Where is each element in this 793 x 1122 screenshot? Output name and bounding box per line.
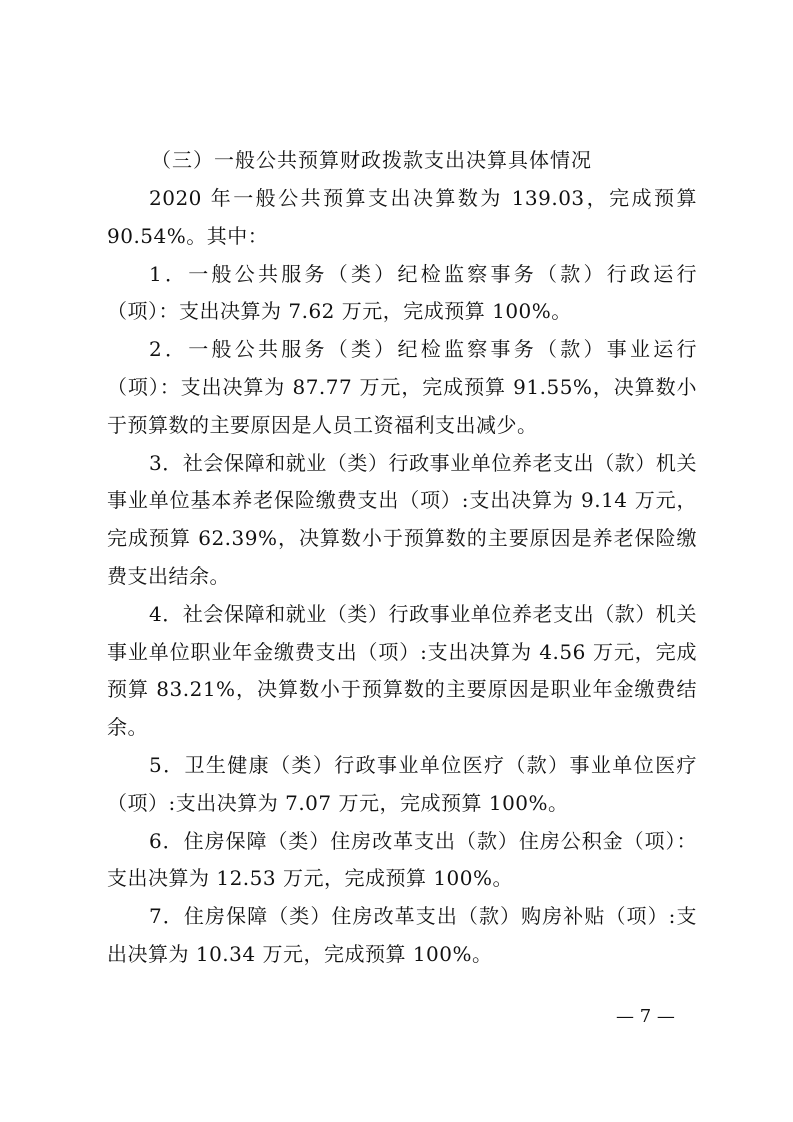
- section-heading: （三）一般公共预算财政拨款支出决算具体情况: [151, 148, 592, 172]
- list-item: 2．一般公共服务（类）纪检监察事务（款）事业运行（项）：支出决算为 87.77 万元，完成预算 91.55%，决算数小于预算数的主要原因是人员工资福利支出减少。: [107, 337, 697, 437]
- intro-paragraph: 2020 年一般公共预算支出决算数为 139.03，完成预算 90.54%。其中：: [107, 186, 697, 248]
- list-item: 6．住房保障（类）住房改革支出（款）住房公积金（项）：支出决算为 12.53 万元，完成预算 100%。: [107, 828, 697, 891]
- page-number: — 7 —: [616, 1006, 675, 1027]
- list-item: 3．社会保障和就业（类）行政事业单位养老支出（款）机关事业单位基本养老保险缴费支出（项）:支出决算为 9.14 万元，完成预算 62.39%，决算数小于预算数的主要原因是养老保险缴费支出结余。: [107, 450, 697, 588]
- list-item: 5．卫生健康（类）行政事业单位医疗（款）事业单位医疗（项）:支出决算为 7.07 万元，完成预算 100%。: [107, 752, 697, 815]
- document-page: [107, 140, 697, 974]
- list-item: 7．住房保障（类）住房改革支出（款）购房补贴（项）:支出决算为 10.34 万元，完成预算 100%。: [107, 904, 697, 966]
- list-item: 4．社会保障和就业（类）行政事业单位养老支出（款）机关事业单位职业年金缴费支出（项）:支出决算为 4.56 万元，完成预算 83.21%，决算数小于预算数的主要原因是职业年金缴费结余。: [107, 601, 697, 740]
- list-item: 1．一般公共服务（类）纪检监察事务（款）行政运行（项）：支出决算为 7.62 万元，完成预算 100%。: [107, 261, 697, 324]
